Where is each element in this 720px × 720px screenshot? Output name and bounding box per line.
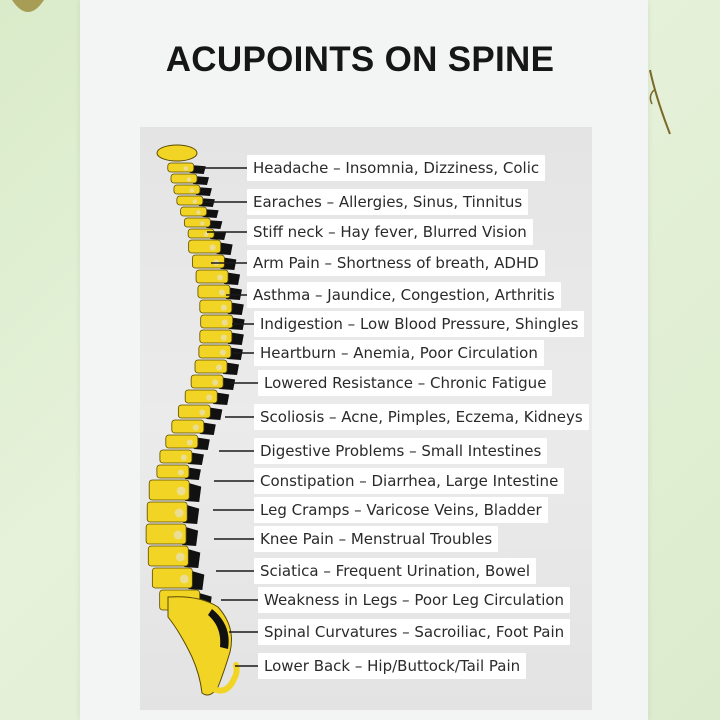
vertebra-foramen — [196, 210, 200, 214]
vertebra-foramen — [187, 440, 193, 446]
acupoint-label: Spinal Curvatures – Sacroiliac, Foot Pain — [258, 619, 570, 645]
acupoint-label: Weakness in Legs – Poor Leg Circulation — [258, 587, 570, 613]
vertebra — [195, 360, 227, 373]
acupoint-label: Headache – Insomnia, Dizziness, Colic — [247, 155, 545, 181]
atlas-vertebra — [157, 145, 197, 161]
acupoint-label: Scoliosis – Acne, Pimples, Eczema, Kidneys — [254, 404, 589, 430]
acupoint-label: Asthma – Jaundice, Congestion, Arthritis — [247, 282, 561, 308]
vertebra — [177, 196, 203, 205]
vertebra — [192, 255, 224, 268]
leaf-decoration-top-left-icon — [8, 0, 48, 22]
vertebra — [191, 375, 223, 388]
vertebra-foramen — [181, 455, 187, 461]
vertebra-foramen — [212, 380, 218, 386]
acupoint-label: Digestive Problems – Small Intestines — [254, 438, 547, 464]
vertebra-foramen — [176, 553, 185, 562]
vertebra-foramen — [200, 221, 204, 225]
vertebrae-column — [146, 145, 245, 695]
acupoint-label: Sciatica – Frequent Urination, Bowel — [254, 558, 536, 584]
vertebra-foramen — [206, 395, 212, 401]
vertebra — [181, 207, 207, 216]
acupoint-label: Earaches – Allergies, Sinus, Tinnitus — [247, 189, 528, 215]
vertebra-foramen — [193, 425, 199, 431]
vertebra — [185, 390, 217, 403]
vertebra-foramen — [187, 177, 191, 181]
vertebra-foramen — [221, 305, 227, 311]
vertebra — [174, 185, 200, 194]
vertebra — [171, 174, 197, 183]
vertebra-foramen — [193, 199, 197, 203]
vertebra-foramen — [175, 509, 184, 518]
vertebra-foramen — [184, 166, 188, 170]
vertebra — [200, 300, 232, 313]
vertebra — [184, 218, 210, 227]
vertebra-foramen — [216, 365, 222, 371]
vertebra-foramen — [210, 245, 216, 251]
vertebra-foramen — [219, 290, 225, 296]
acupoint-label: Constipation – Diarrhea, Large Intestine — [254, 468, 564, 494]
vertebra — [178, 405, 210, 418]
vertebra-foramen — [204, 232, 208, 236]
vertebra-foramen — [177, 487, 186, 496]
vertebra — [157, 465, 189, 478]
vertebra — [166, 435, 198, 448]
vertebra-foramen — [222, 320, 228, 326]
acupoint-label: Stiff neck – Hay fever, Blurred Vision — [247, 219, 533, 245]
vertebra — [160, 450, 192, 463]
acupoint-label: Knee Pain – Menstrual Troubles — [254, 526, 498, 552]
vertebra — [196, 270, 228, 283]
vertebra-foramen — [178, 470, 184, 476]
vertebra — [172, 420, 204, 433]
acupoint-label: Arm Pain – Shortness of breath, ADHD — [247, 250, 545, 276]
vertebra-foramen — [190, 188, 194, 192]
vertebra — [168, 163, 194, 172]
vertebra-foramen — [220, 350, 226, 356]
vertebra — [188, 229, 214, 238]
vertebra-foramen — [217, 275, 223, 281]
vertebra-foramen — [174, 531, 183, 540]
vertebra — [189, 240, 221, 253]
vertebra — [200, 330, 232, 343]
acupoint-label: Lower Back – Hip/Buttock/Tail Pain — [258, 653, 526, 679]
vertebra — [198, 285, 230, 298]
vertebra — [199, 345, 231, 358]
acupoint-label: Heartburn – Anemia, Poor Circulation — [254, 340, 544, 366]
vertebra-foramen — [180, 575, 189, 584]
acupoint-label: Leg Cramps – Varicose Veins, Bladder — [254, 497, 548, 523]
acupoint-label: Lowered Resistance – Chronic Fatigue — [258, 370, 552, 396]
page-title: ACUPOINTS ON SPINE — [165, 40, 555, 79]
acupoint-label: Indigestion – Low Blood Pressure, Shingles — [254, 311, 584, 337]
vertebra-foramen — [199, 410, 205, 416]
vertebra-foramen — [221, 335, 227, 341]
vertebra — [201, 315, 233, 328]
